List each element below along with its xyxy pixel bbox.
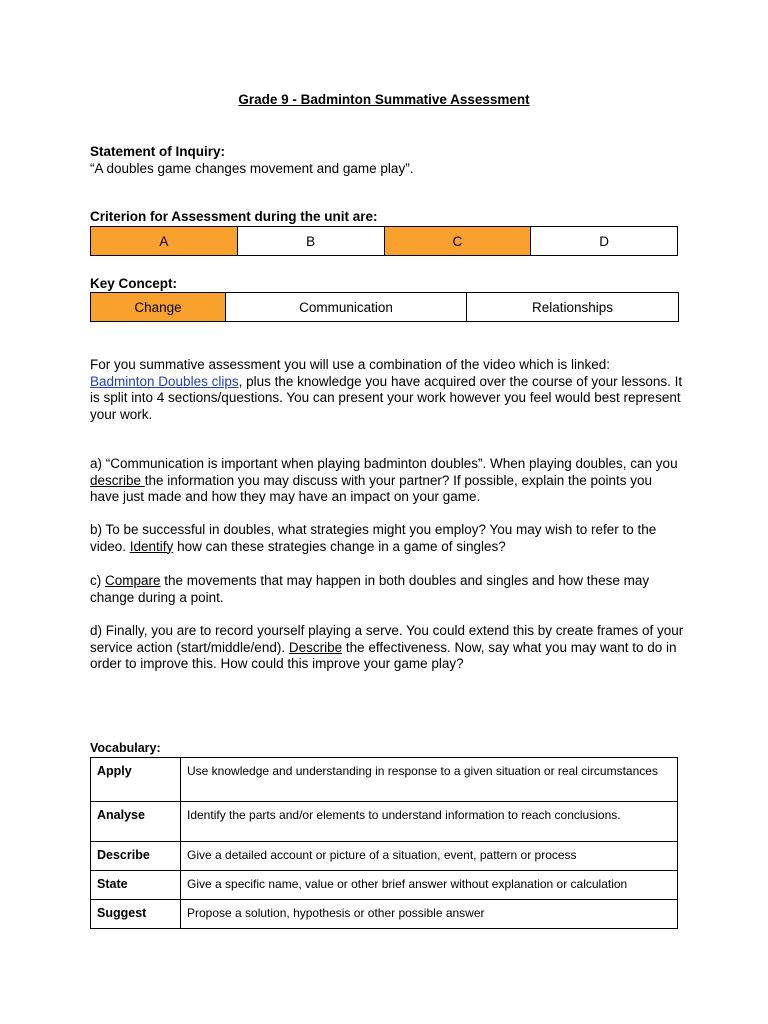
criterion-cell-a: A xyxy=(91,227,238,256)
question-d-text: d) Finally, you are to record yourself playing a serve. You could extend this by create frames of your service action (start/middle/end). xyxy=(90,623,684,655)
vocab-definition: Identify the parts and/or elements to understand information to reach conclusions. xyxy=(181,802,678,842)
inquiry-heading: Statement of Inquiry: xyxy=(90,144,226,159)
page-title: Grade 9 - Badminton Summative Assessment xyxy=(238,92,530,107)
vocabulary-table-wrap xyxy=(90,757,678,929)
criterion-cell-d: D xyxy=(531,227,678,256)
table-row xyxy=(91,758,678,802)
statement-of-inquiry xyxy=(90,144,680,177)
vocab-term: Apply xyxy=(91,758,181,802)
key-concept-section xyxy=(90,276,680,293)
question-b-rest: how can these strategies change in a game of singles? xyxy=(173,538,506,554)
criterion-table xyxy=(90,226,678,256)
question-d-command: Describe xyxy=(288,639,343,655)
table-row xyxy=(91,871,678,900)
question-c-text: c) xyxy=(90,573,105,588)
question-b-text: b) To be successful in doubles, what strategies might you employ? You may wish to refer to the video. xyxy=(90,522,657,554)
question-a-text: a) “Communication is important when playing badminton doubles”. When playing doubles, can you xyxy=(90,456,678,471)
intro-before-link: For you summative assessment you will use a combination of the video which is linked: xyxy=(90,357,610,372)
vocabulary-section xyxy=(90,740,680,757)
intro-after-link: , plus the knowledge you have acquired over the course of your lessons. It is split into 4 sections/questions. You can present your work however you feel would best represent your work. xyxy=(90,373,683,422)
vocab-definition: Propose a solution, hypothesis or other possible answer xyxy=(181,900,678,929)
criterion-cell-b: B xyxy=(237,227,384,256)
vocab-term: State xyxy=(91,871,181,900)
question-c-rest: the movements that may happen in both doubles and singles and how these may change during a point. xyxy=(90,573,650,605)
vocab-definition: Give a detailed account or picture of a situation, event, pattern or process xyxy=(181,842,678,871)
table-row xyxy=(91,842,678,871)
question-d xyxy=(90,623,685,673)
key-concept-heading: Key Concept: xyxy=(90,276,178,291)
question-c xyxy=(90,573,685,606)
vocab-term: Suggest xyxy=(91,900,181,929)
question-a-rest: the information you may discuss with your partner? If possible, explain the points you have just made and how they may have an impact on your game. xyxy=(90,472,653,504)
key-concept-cell-communication: Communication xyxy=(226,293,467,322)
vocab-term: Analyse xyxy=(91,802,181,842)
key-concept-table xyxy=(90,292,679,322)
key-concept-table-wrap xyxy=(90,292,679,322)
criterion-cell-c: C xyxy=(384,227,531,256)
criterion-table-wrap xyxy=(90,226,678,256)
table-row xyxy=(91,802,678,842)
vocab-term: Describe xyxy=(91,842,181,871)
key-concept-cell-change: Change xyxy=(91,293,226,322)
question-a-command: describe xyxy=(90,472,145,488)
criterion-section xyxy=(90,209,680,226)
criterion-heading: Criterion for Assessment during the unit are: xyxy=(90,209,378,224)
key-concept-cell-relationships: Relationships xyxy=(467,293,679,322)
question-b xyxy=(90,522,685,555)
vocab-definition: Give a specific name, value or other brief answer without explanation or calculation xyxy=(181,871,678,900)
vocabulary-heading: Vocabulary: xyxy=(90,741,161,755)
table-row xyxy=(91,900,678,929)
question-a xyxy=(90,456,685,506)
intro-paragraph xyxy=(90,357,685,423)
question-c-command: Compare xyxy=(105,573,161,588)
badminton-clips-link-text[interactable]: Badminton Doubles clips xyxy=(90,373,239,389)
question-d-rest: the effectiveness. Now, say what you may want to do in order to improve this. How could this improve your game play? xyxy=(90,639,677,671)
inquiry-text: “A doubles game changes movement and game play”. xyxy=(90,160,414,176)
vocab-definition: Use knowledge and understanding in response to a given situation or real circumstances xyxy=(181,758,678,802)
vocabulary-table xyxy=(90,757,678,929)
question-b-command: Identify xyxy=(129,538,174,554)
